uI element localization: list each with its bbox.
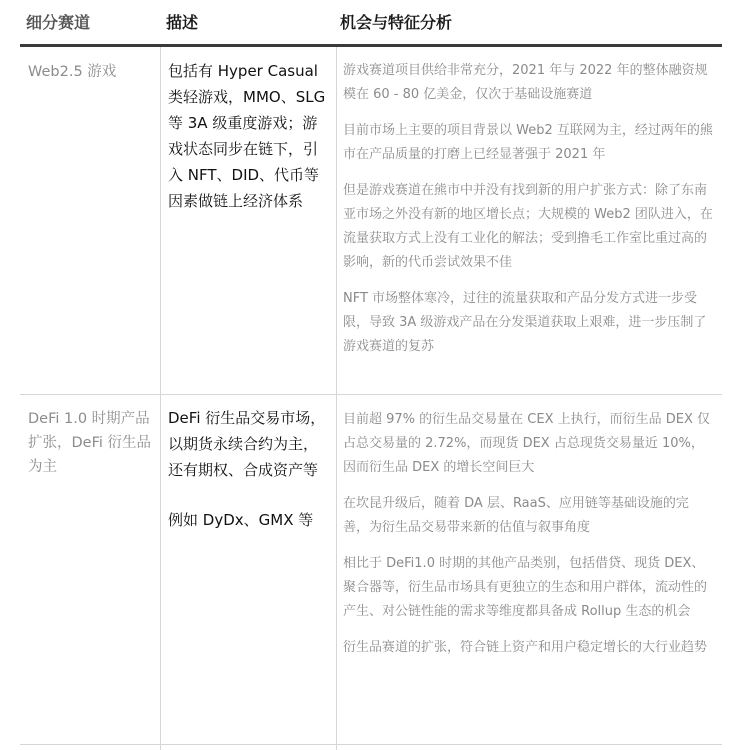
- column-divider: [160, 47, 161, 750]
- description-paragraph: 例如 DyDx、GMX 等: [168, 511, 314, 529]
- header-description: 描述: [166, 13, 199, 32]
- description-paragraph: 包括有 Hyper Casual 类轻游戏，MMO、SLG 等 3A 级重度游戏；游戏状态同步在链下，引入 NFT、DID、代币等因素做链上经济体系: [168, 62, 326, 210]
- row-category: Web2.5 游戏: [28, 64, 117, 80]
- analysis-paragraph: 目前超 97% 的衍生品交易量在 CEX 上执行，而衍生品 DEX 仅占总交易量的 2.72%，而现货 DEX 占总现货交易量近 10%，因而衍生品 DEX 的增长空间巨大: [343, 412, 711, 475]
- row-divider: [20, 394, 722, 395]
- row-analysis: [343, 59, 713, 371]
- table-header: [20, 0, 722, 47]
- header-category: 细分赛道: [26, 13, 91, 32]
- analysis-paragraph: NFT 市场整体寒冷，过往的流量获取和产品分发方式进一步受限，导致 3A 级游戏产品在分发渠道获取上艰难，进一步压制了游戏赛道的复苏: [343, 291, 707, 354]
- analysis-paragraph: 相比于 DeFi1.0 时期的其他产品类别，包括借贷、现货 DEX、聚合器等，衍生品市场具有更独立的生态和用户群体，流动性的产生、对公链性能的需求等维度都具备成 Rollup 生态的机会: [343, 556, 708, 619]
- description-paragraph: DeFi 衍生品交易市场，以期货永续合约为主，还有期权、合成资产等: [168, 409, 326, 479]
- row-category: DeFi 1.0 时期产品扩张，DeFi 衍生品为主: [28, 411, 152, 475]
- analysis-paragraph: 但是游戏赛道在熊市中并没有找到新的用户扩张方式：除了东南亚市场之外没有新的地区增长点；大规模的 Web2 团队进入，在流量获取方式上没有工业化的解法；受到撸毛工作室比重过高的影响，新的代币尝试效果不佳: [343, 183, 713, 270]
- row-description: [168, 58, 330, 214]
- analysis-paragraph: 衍生品赛道的扩张，符合链上资产和用户稳定增长的大行业趋势: [343, 640, 708, 655]
- row-divider: [20, 744, 722, 745]
- column-divider: [336, 47, 337, 750]
- row-description: [168, 405, 330, 533]
- analysis-paragraph: 在坎昆升级后，随着 DA 层、RaaS、应用链等基础设施的完善，为衍生品交易带来新的估值与叙事角度: [343, 496, 689, 535]
- row-analysis: [343, 408, 713, 672]
- header-analysis: 机会与特征分析: [340, 13, 453, 32]
- analysis-paragraph: 游戏赛道项目供给非常充分，2021 年与 2022 年的整体融资规模在 60 - 80 亿美金，仅次于基础设施赛道: [343, 63, 708, 102]
- analysis-paragraph: 目前市场上主要的项目背景以 Web2 互联网为主，经过两年的熊市在产品质量的打磨上已经显著强于 2021 年: [343, 123, 713, 162]
